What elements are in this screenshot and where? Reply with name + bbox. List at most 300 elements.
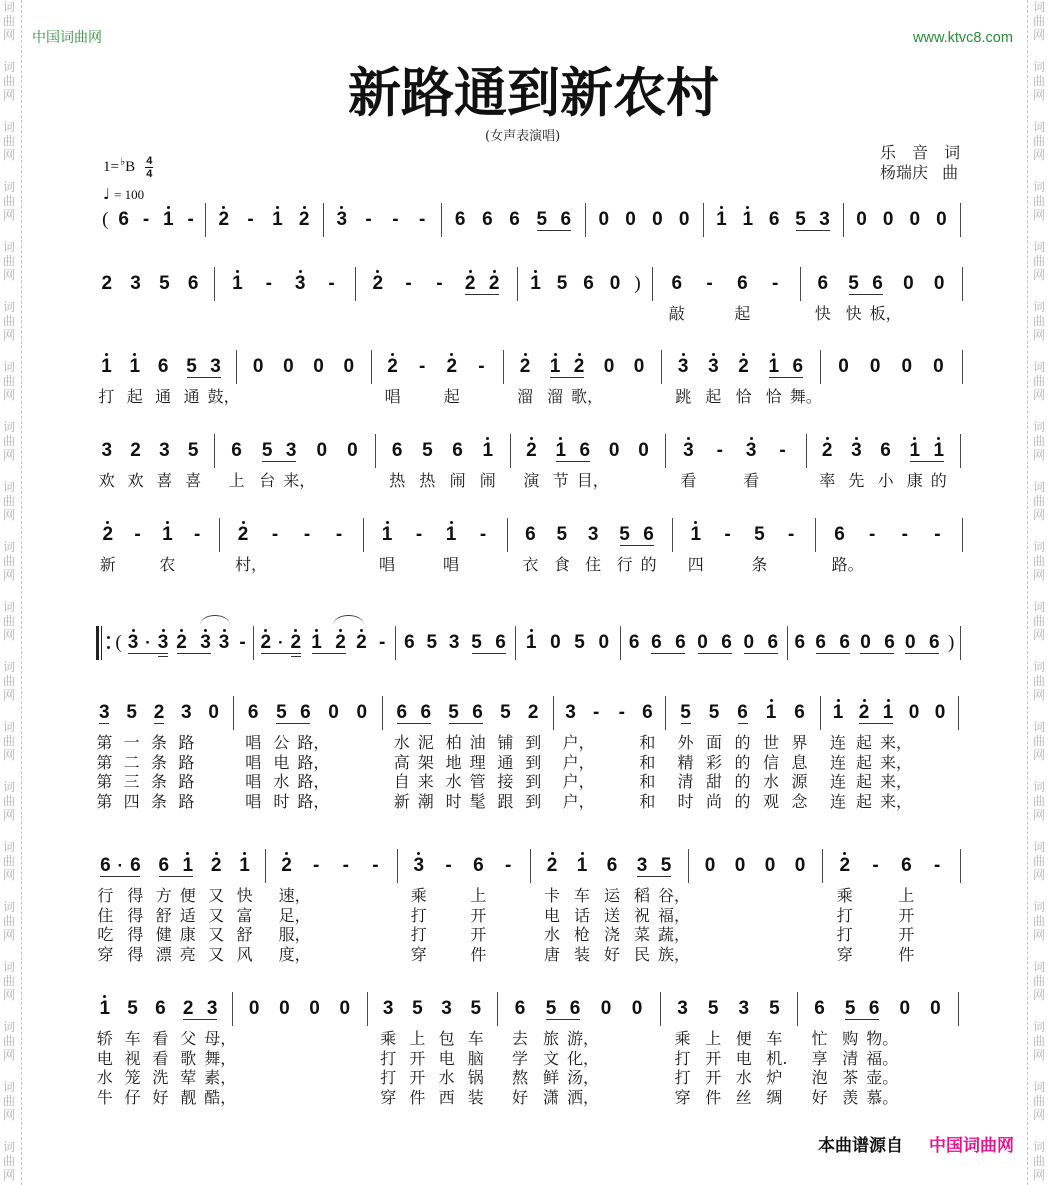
- lyric-syllable: 连: [830, 772, 847, 791]
- watermark-char: 曲: [3, 1154, 16, 1168]
- lyric-syllable: 漂: [155, 944, 172, 964]
- rest-column: [762, 855, 778, 877]
- paren-close-column: [947, 632, 955, 654]
- rest-column: [276, 998, 292, 1020]
- lyric-syllable: 水: [445, 772, 462, 791]
- measure: [219, 524, 363, 575]
- note: 6: [794, 702, 805, 723]
- lyric-syllable: 条: [150, 791, 167, 811]
- note-column: [443, 524, 459, 575]
- augmentation-dot-column: [145, 632, 151, 654]
- watermark-char: 曲: [1033, 314, 1046, 328]
- note: 5: [471, 632, 482, 653]
- rest-column: [867, 356, 883, 378]
- lyric-stack: [766, 1029, 788, 1107]
- lyric-syllable: 歌，: [571, 387, 604, 406]
- note-column: [96, 702, 112, 811]
- lyric-stack: [898, 886, 914, 964]
- watermark-char: 网: [3, 1048, 16, 1062]
- lyric-syllable: 路: [178, 752, 195, 772]
- watermark-char: 曲: [1033, 194, 1046, 208]
- rest-column: [337, 998, 353, 1020]
- lyric-stack: [658, 886, 691, 964]
- lyric-stack: [450, 471, 466, 491]
- rest-column: [206, 702, 222, 724]
- lyric-stack: [156, 886, 172, 964]
- rest-column: [354, 702, 370, 724]
- lyric-stack: [411, 886, 427, 964]
- watermark-char: 词: [3, 420, 16, 434]
- sustain-dash-column: [361, 209, 377, 231]
- high-octave-dot: [167, 206, 170, 209]
- rest: 0: [550, 632, 561, 653]
- eighth-beam-group: [813, 632, 853, 654]
- note-column: [678, 702, 694, 811]
- lyric-syllable: 源: [791, 772, 808, 791]
- note-column: [493, 632, 509, 654]
- watermark-char: 曲: [3, 494, 16, 508]
- note-column: [418, 702, 434, 811]
- footer-source-label: 本曲谱源自: [818, 1136, 903, 1156]
- note-column: [380, 998, 396, 1107]
- lyric-syllable: 枪: [574, 925, 591, 944]
- rest: 0: [343, 356, 355, 377]
- lyric-stack: [866, 1029, 899, 1107]
- measure: [371, 356, 503, 407]
- note-column: [878, 440, 894, 491]
- lyric-stack: [675, 387, 691, 407]
- bar-line: [367, 992, 368, 1026]
- note: 3: [677, 356, 689, 377]
- lyric-syllable: 运: [604, 886, 621, 905]
- lyric-stack: [706, 733, 722, 811]
- watermark-char: 曲: [3, 194, 16, 208]
- note: 2: [821, 440, 833, 461]
- note: 1: [768, 356, 780, 377]
- lyric-syllable: 地: [445, 752, 462, 772]
- sustain-dash-column: [401, 273, 417, 295]
- watermark-char: 网: [1033, 448, 1046, 462]
- watermark-char: 网: [1033, 208, 1046, 222]
- note-column: [229, 440, 245, 491]
- bar-line: [219, 518, 220, 552]
- sustain-dash-column: [614, 702, 630, 724]
- measure: [806, 440, 960, 491]
- lyric-syllable: 羡: [842, 1087, 859, 1107]
- watermark-char: 词: [1033, 1080, 1046, 1094]
- eighth-beam-group: [856, 702, 913, 811]
- note: 5: [127, 998, 138, 1019]
- note: 3: [683, 440, 694, 461]
- eighth-beam-group: [273, 702, 330, 811]
- note-column: [288, 632, 304, 654]
- watermark-char: 词: [1033, 780, 1046, 794]
- note: 6: [482, 209, 493, 230]
- lyric-stack: [562, 733, 595, 811]
- lyric-stack: [480, 471, 496, 491]
- lyric-syllable: 水: [763, 772, 780, 791]
- lyric-syllable: 族，: [658, 944, 691, 964]
- left-watermark-column: [3, 0, 17, 1185]
- high-octave-dot: [132, 629, 135, 632]
- bar-line: [507, 518, 508, 552]
- lyric-syllable: 度，: [278, 944, 311, 964]
- note-column: [831, 524, 864, 575]
- eighth-beam-group: [258, 632, 304, 654]
- note-column: [735, 702, 751, 811]
- note: 6: [583, 273, 594, 294]
- lyric-syllable: 到: [525, 772, 542, 791]
- measure: [85, 702, 233, 811]
- rest-column: [792, 855, 808, 877]
- paren-open-column: [101, 209, 109, 231]
- lyric-syllable: 享: [811, 1048, 828, 1068]
- rest-column: [596, 209, 612, 231]
- note-column: [452, 209, 468, 231]
- watermark-char: 词: [1033, 360, 1046, 374]
- lyric-stack: [751, 555, 767, 575]
- rest-column: [676, 209, 692, 231]
- note: 3: [157, 632, 169, 653]
- note: 6: [569, 998, 581, 1019]
- sustain-dash: -: [335, 524, 343, 545]
- rest-column: [314, 440, 330, 462]
- rest-column: [311, 356, 327, 378]
- sustain-dash: -: [194, 524, 201, 545]
- performance-note: (女声表演唱): [485, 129, 561, 144]
- eighth-beam-group: [857, 632, 897, 654]
- lyric-stack: [468, 1029, 484, 1107]
- rest-column: [636, 440, 652, 462]
- watermark-char: 词: [3, 1140, 16, 1154]
- eighth-beam-group: [552, 440, 609, 491]
- note-column: [353, 632, 369, 654]
- eighth-beam-group: [907, 440, 947, 491]
- sustain-dash-column: [338, 855, 354, 877]
- note: 6: [130, 855, 141, 876]
- lyric-syllable: 装: [574, 944, 591, 964]
- lyric-syllable: 起: [734, 304, 751, 323]
- note-column: [815, 273, 831, 324]
- lyric-syllable: 水: [96, 1068, 113, 1087]
- watermark-char: 网: [3, 508, 16, 522]
- lyric-syllable: 打: [836, 925, 853, 944]
- rest: 0: [248, 998, 260, 1019]
- lyric-syllable: 台: [259, 471, 276, 490]
- lyric-syllable: 打: [674, 1068, 691, 1087]
- watermark-char: 网: [1033, 628, 1046, 642]
- lyric-stack: [127, 387, 143, 407]
- eighth-beam-group: [446, 702, 486, 811]
- note-column: [125, 632, 141, 654]
- note: 6: [452, 440, 463, 461]
- lyric-syllable: 行: [97, 886, 114, 905]
- watermark-char: 网: [1033, 928, 1046, 942]
- watermark-char: 词: [3, 840, 16, 854]
- lyric-syllable: 率: [819, 471, 836, 490]
- lyric-syllable: 歌: [180, 1048, 197, 1068]
- sustain-dash: -: [342, 855, 349, 876]
- lyricist-credit: 乐 音 词: [880, 143, 961, 162]
- high-octave-dot: [204, 629, 207, 632]
- sustain-dash-column: [267, 524, 283, 546]
- measure: [86, 524, 219, 575]
- bar-line: [962, 350, 963, 384]
- note-column: [486, 273, 502, 295]
- sustain-dash-column: [189, 524, 205, 546]
- eighth-beam-group: [394, 702, 434, 811]
- rest: 0: [794, 855, 806, 876]
- rest-column: [933, 209, 949, 231]
- lyric-syllable: 时: [677, 791, 694, 811]
- measure: [843, 209, 960, 231]
- rest: 0: [633, 356, 645, 377]
- measure: [112, 632, 253, 654]
- rest-column: [930, 356, 946, 378]
- lyric-stack: [617, 555, 633, 575]
- lyric-syllable: 风: [236, 944, 253, 964]
- lyric-syllable: 唱: [245, 733, 262, 752]
- measure: [665, 440, 806, 491]
- note: 2: [210, 855, 222, 876]
- note: 1: [933, 440, 945, 461]
- right-margin-dashed-line: [1027, 0, 1028, 1185]
- measure: [507, 524, 672, 575]
- note: 5: [574, 632, 585, 653]
- lyric-syllable: 蔬，: [658, 925, 691, 944]
- lyric-stack: [880, 733, 913, 811]
- rest: 0: [856, 209, 867, 230]
- rest-column: [547, 632, 563, 654]
- note: 6: [721, 632, 732, 653]
- note-column: [297, 702, 330, 811]
- lyric-syllable: 送: [604, 905, 621, 925]
- note-column: [617, 524, 633, 575]
- paren-close: ): [634, 273, 641, 294]
- sustain-dash: -: [187, 209, 194, 230]
- rest: 0: [905, 632, 916, 653]
- watermark-char: 词: [3, 480, 16, 494]
- watermark-char: 曲: [1033, 1154, 1046, 1168]
- lyric-stack: [789, 387, 822, 407]
- watermark-char: 曲: [1033, 734, 1046, 748]
- lyric-syllable: 谷，: [658, 886, 691, 905]
- note: 3: [413, 855, 425, 876]
- sustain-dash-column: [235, 632, 251, 654]
- lyric-stack: [229, 471, 245, 491]
- beam-underline: [154, 723, 164, 724]
- watermark-char: 词: [1033, 420, 1046, 434]
- bar-line: [652, 267, 653, 301]
- bar-line: [822, 849, 823, 883]
- note: 2: [387, 356, 398, 377]
- lyric-syllable: 洗: [152, 1068, 169, 1087]
- watermark-char: 词: [3, 720, 16, 734]
- rest: 0: [704, 855, 716, 876]
- note-column: [152, 998, 168, 1107]
- sustain-dash-column: [929, 855, 945, 877]
- lyric-syllable: 条: [150, 772, 167, 791]
- lyric-syllable: 外: [677, 733, 694, 752]
- lyric-syllable: 富: [236, 905, 253, 925]
- note: 2: [130, 440, 141, 461]
- lyric-syllable: 打: [380, 1068, 397, 1087]
- sustain-dash: -: [618, 702, 625, 723]
- rest: 0: [764, 855, 776, 876]
- lyric-syllable: 洒，: [567, 1087, 600, 1107]
- eighth-beam-group: [842, 998, 899, 1107]
- lyric-syllable: 的: [734, 791, 751, 811]
- sustain-dash-column: [411, 524, 427, 546]
- rest: 0: [638, 440, 649, 461]
- measure: [355, 273, 517, 295]
- lyric-syllable: 衣: [522, 555, 539, 574]
- lyric-syllable: 通: [183, 387, 200, 406]
- note: 2: [488, 273, 500, 294]
- note: 5: [545, 998, 557, 1019]
- note: 6: [118, 209, 129, 230]
- paren-open-column: [115, 632, 123, 654]
- rest-column: [732, 855, 748, 877]
- lyric-syllable: 的: [734, 752, 751, 772]
- bar-line: [395, 626, 396, 660]
- watermark-char: 曲: [1033, 854, 1046, 868]
- bar-line: [962, 267, 963, 301]
- note: 6: [247, 702, 259, 723]
- rest: 0: [339, 998, 351, 1019]
- lyric-syllable: 民: [634, 944, 651, 964]
- lyric-syllable: 起: [705, 387, 722, 406]
- rest: 0: [743, 632, 755, 653]
- measure: [652, 273, 800, 324]
- rest: 0: [734, 855, 746, 876]
- watermark-char: 网: [3, 28, 16, 42]
- sustain-dash: -: [872, 855, 879, 876]
- augmentation-dot-column: [117, 855, 123, 877]
- lyric-stack: [185, 471, 201, 491]
- note-column: [97, 855, 113, 964]
- lyric-syllable: 看: [743, 471, 760, 490]
- lyric-syllable: 热: [389, 471, 406, 490]
- note: 3: [127, 632, 139, 653]
- note-column: [100, 524, 116, 575]
- rest: 0: [598, 209, 610, 230]
- high-octave-dot: [687, 437, 690, 440]
- lyric-syllable: 脑: [467, 1048, 484, 1068]
- eighth-beam-group: [534, 209, 574, 231]
- watermark-char: 曲: [3, 1034, 16, 1048]
- high-octave-dot: [180, 629, 183, 632]
- beam-underline: [99, 723, 109, 724]
- rest: 0: [934, 702, 946, 723]
- lyric-syllable: 车: [124, 1029, 141, 1048]
- rest: 0: [909, 209, 921, 230]
- lyric-stack: [517, 387, 533, 407]
- key-note: B: [125, 159, 136, 175]
- watermark-char: 网: [1033, 748, 1046, 762]
- high-octave-dot: [524, 353, 527, 356]
- beam-underline: [158, 656, 168, 657]
- rest: 0: [899, 998, 911, 1019]
- note: 3: [745, 440, 757, 461]
- note-column: [926, 632, 942, 654]
- sustain-dash: -: [901, 524, 908, 545]
- note-column: [626, 632, 642, 654]
- measure: [86, 440, 214, 491]
- note-column: [706, 702, 722, 811]
- lyric-stack: [99, 471, 115, 491]
- watermark-char: 网: [1033, 328, 1046, 342]
- note: 6: [396, 702, 408, 723]
- note-column: [185, 440, 201, 491]
- note-column: [523, 632, 539, 654]
- lyric-syllable: 打: [674, 1048, 691, 1068]
- note: 5: [708, 702, 720, 723]
- note: 6: [495, 632, 506, 653]
- lyric-stack: [830, 733, 846, 811]
- note-column: [208, 855, 224, 964]
- bar-line: [585, 203, 586, 237]
- lyric-syllable: 电: [438, 1048, 455, 1068]
- note: 6: [671, 273, 683, 294]
- note: 1: [832, 702, 844, 723]
- measure: [85, 855, 265, 964]
- note: 1: [163, 209, 174, 230]
- note: 1: [162, 524, 173, 545]
- lyric-syllable: 起: [856, 752, 873, 772]
- high-octave-dot: [712, 353, 715, 356]
- sustain-dash: -: [271, 524, 279, 545]
- lyric-stack: [394, 733, 410, 811]
- lyric-syllable: 清: [842, 1048, 859, 1068]
- note: 3: [336, 209, 348, 230]
- bar-line: [815, 518, 816, 552]
- measure: [95, 209, 205, 231]
- watermark-char: 曲: [1033, 554, 1046, 568]
- lyric-syllable: 面: [706, 733, 723, 752]
- lyric-syllable: 得: [127, 925, 144, 944]
- watermark-char: 曲: [1033, 674, 1046, 688]
- note: 1: [909, 440, 921, 461]
- note: 6: [560, 209, 572, 230]
- note-column: [127, 356, 143, 407]
- lyric-syllable: 锅: [467, 1068, 484, 1087]
- bar-line: [214, 434, 215, 468]
- sustain-dash: -: [415, 524, 423, 545]
- watermark-char: 词: [3, 900, 16, 914]
- rest-column: [341, 356, 357, 378]
- lyric-syllable: 村，: [235, 555, 268, 574]
- measure: [214, 440, 375, 491]
- lyric-syllable: 自: [393, 772, 410, 791]
- note: 5: [754, 524, 765, 545]
- bar-line: [441, 203, 442, 237]
- lyric-stack: [734, 304, 750, 324]
- sustain-dash: -: [779, 440, 786, 461]
- note-column: [763, 702, 779, 811]
- bar-line: [323, 203, 324, 237]
- watermark-char: 曲: [3, 314, 16, 328]
- note-column: [705, 998, 721, 1107]
- lyric-stack: [273, 733, 289, 811]
- watermark-char: 曲: [1033, 14, 1046, 28]
- sustain-dash-column: [308, 855, 324, 877]
- note-column: [558, 209, 574, 231]
- lyric-syllable: 信: [763, 752, 780, 772]
- rest-column: [906, 702, 922, 724]
- note: 2: [281, 855, 292, 876]
- note: 6: [651, 632, 662, 653]
